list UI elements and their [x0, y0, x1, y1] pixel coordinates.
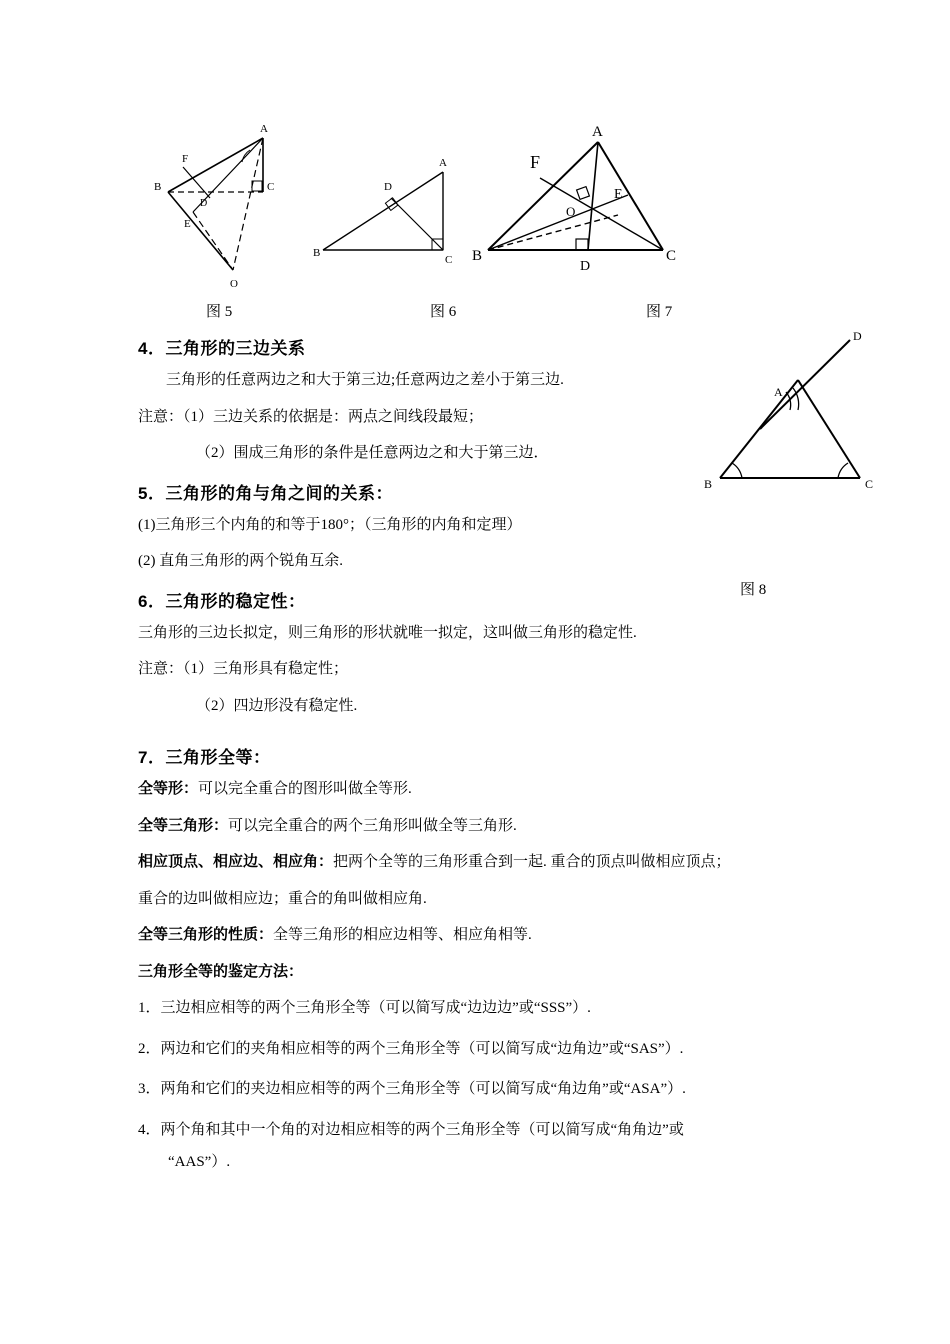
section-6-p1: 三角形的三边长拟定，则三角形的形状就唯一拟定，这叫做三角形的稳定性.	[138, 624, 637, 641]
svg-text:F: F	[530, 152, 541, 172]
method-4: 4．两个角和其中一个角的对边相应相等的两个三角形全等（可以简写成“角角边”或	[138, 1121, 684, 1138]
svg-text:O: O	[230, 278, 238, 290]
section-6-heading: 6．三角形的稳定性：	[138, 591, 306, 611]
svg-text:D: D	[580, 259, 591, 274]
figure-8	[690, 330, 920, 525]
congruence-item-2	[138, 815, 818, 838]
section-6-p3: （2）四边形没有稳定性.	[196, 697, 358, 714]
svg-text:A: A	[774, 385, 783, 399]
svg-text:B: B	[704, 477, 713, 491]
svg-text:C: C	[445, 254, 453, 266]
method-4-cont: “AAS”）.	[168, 1154, 231, 1170]
svg-text:A: A	[439, 157, 447, 169]
congruence-text-2: 可以完全重合的两个三角形叫做全等三角形.	[228, 817, 517, 834]
congruence-term-1: 全等形：	[138, 781, 199, 797]
congruence-item-4	[138, 888, 818, 911]
congruence-text-4: 重合的边叫做相应边；重合的角叫做相应角.	[138, 890, 427, 907]
svg-text:B: B	[472, 248, 483, 264]
svg-text:C: C	[865, 477, 874, 491]
method-2: 2．两边和它们的夹角相应相等的两个三角形全等（可以简写成“边角边”或“SAS”）.	[138, 1040, 684, 1057]
methods-heading: 三角形全等的鉴定方法：	[138, 963, 304, 980]
congruence-item-3	[138, 851, 818, 874]
section-4-p3: （2）围成三角形的条件是任意两边之和大于第三边．	[196, 445, 549, 461]
congruence-term-3: 相应顶点、相应边、相应角：	[138, 854, 334, 870]
figure-8-caption: 图 8	[740, 582, 767, 598]
document-content	[138, 120, 818, 1192]
svg-text:O: O	[566, 204, 576, 219]
figure-7-caption: 图 7	[646, 304, 673, 320]
svg-text:B: B	[154, 181, 162, 193]
congruence-term-2: 全等三角形：	[138, 817, 229, 834]
section-4-p2: 注意：（1）三边关系的依据是：两点之间线段最短；	[138, 408, 484, 425]
svg-text:E: E	[614, 187, 623, 202]
svg-text:D: D	[853, 330, 862, 343]
section-5-heading: 5．三角形的角与角之间的关系：	[138, 483, 393, 503]
section-4-p1: 三角形的任意两边之和大于第三边;任意两边之差小于第三边.	[166, 372, 564, 388]
congruence-text-1: 可以完全重合的图形叫做全等形.	[198, 781, 412, 797]
method-3: 3．两角和它们的夹边相应相等的两个三角形全等（可以简写成“角边角”或“ASA”）.	[138, 1081, 686, 1097]
svg-text:F: F	[182, 153, 189, 165]
svg-text:A: A	[592, 124, 603, 140]
svg-text:C: C	[267, 181, 275, 193]
svg-text:D: D	[384, 181, 392, 193]
figures-row	[138, 120, 818, 300]
section-6-p2: 注意：（1）三角形具有稳定性；	[138, 661, 349, 677]
svg-text:E: E	[184, 218, 191, 230]
svg-text:A: A	[260, 123, 268, 135]
congruence-text-5: 全等三角形的相应边相等、相应角相等.	[273, 927, 532, 943]
svg-text:D: D	[200, 198, 208, 209]
congruence-text-3: 把两个全等的三角形重合到一起. 重合的顶点叫做相应顶点；	[333, 854, 731, 870]
figure-6-caption: 图 6	[430, 304, 457, 320]
section-5-p1: (1)三角形三个内角的和等于180°；（三角形的内角和定理）	[138, 516, 522, 533]
figure-6	[313, 120, 473, 300]
section-7-heading: 7．三角形全等：	[138, 748, 271, 767]
method-1: 1．三边相应相等的两个三角形全等（可以简写成“边边边”或“SSS”）.	[138, 1000, 591, 1016]
figure-5-caption: 图 5	[206, 304, 233, 320]
svg-text:B: B	[313, 247, 321, 259]
congruence-item-5	[138, 924, 818, 947]
congruence-item-1	[138, 778, 818, 801]
section-5-p2: (2) 直角三角形的两个锐角互余.	[138, 553, 343, 569]
svg-text:C: C	[666, 248, 677, 264]
section-4-heading: 4．三角形的三边关系	[138, 339, 306, 358]
congruence-term-5: 全等三角形的性质：	[138, 927, 274, 943]
figure-7	[468, 120, 718, 300]
figure-5	[138, 120, 308, 300]
figure-captions	[138, 300, 818, 326]
